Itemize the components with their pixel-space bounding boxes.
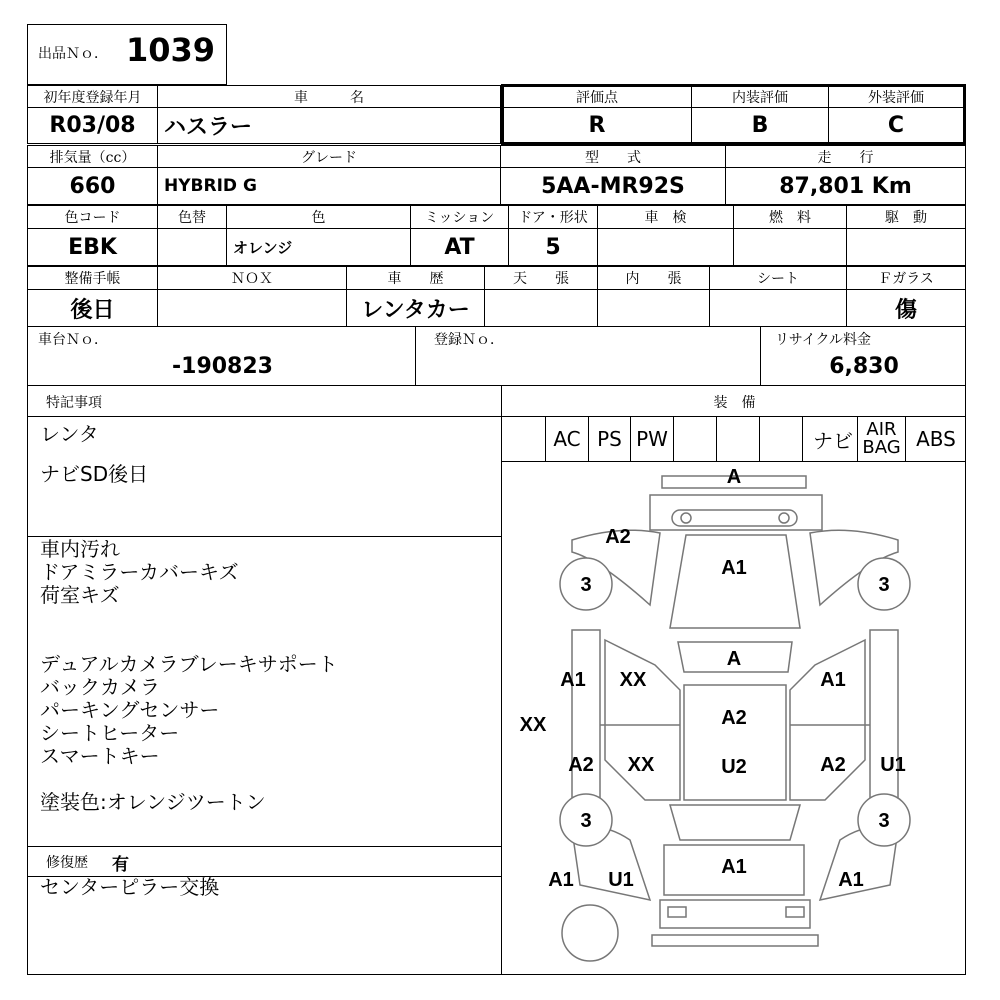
interior-score-value: B bbox=[692, 108, 829, 142]
front-glass-value: 傷 bbox=[846, 289, 966, 327]
score-label: 評価点 bbox=[503, 86, 692, 108]
grade-value: HYBRID G bbox=[157, 167, 501, 205]
mark-roof-front: A bbox=[726, 648, 742, 670]
note-smart-key: スマートキー bbox=[40, 744, 160, 768]
exterior-score-value: C bbox=[887, 112, 905, 138]
model-label: 型 式 bbox=[500, 145, 726, 168]
equipment-pw: PW bbox=[631, 417, 674, 461]
mark-right-outside: U1 bbox=[880, 754, 906, 776]
displacement-value: 660 bbox=[27, 167, 158, 205]
note-interior-dirt: 車内汚れ bbox=[40, 537, 120, 561]
grade-label: グレード bbox=[157, 145, 501, 168]
mark-roof-rear: U2 bbox=[721, 756, 747, 778]
equipment-abs: ABS bbox=[916, 427, 956, 451]
note-camera-brake: デュアルカメラブレーキサポート bbox=[40, 652, 338, 676]
mark-hatch: A1 bbox=[721, 856, 747, 878]
model-value: 5AA-MR92S bbox=[500, 167, 726, 205]
roof-outline bbox=[684, 685, 786, 800]
color-label: 色 bbox=[226, 205, 411, 229]
spare-tire-outline bbox=[562, 905, 618, 961]
notes-label: 特記事項 bbox=[46, 395, 102, 411]
note-mirror-scratch: ドアミラーカバーキズ bbox=[40, 560, 239, 584]
note-rental: レンタ bbox=[40, 422, 99, 446]
inspection-label: 車 検 bbox=[597, 205, 734, 229]
reg-date-value: R03/08 bbox=[27, 107, 158, 144]
mark-right-front-door: A1 bbox=[820, 669, 846, 691]
service-book-value: 後日 bbox=[27, 289, 158, 327]
rear-bumper-outline bbox=[660, 900, 810, 928]
service-book-label: 整備手帳 bbox=[27, 266, 158, 290]
seat-label: シート bbox=[709, 266, 847, 290]
interior-score-label: 内装評価 bbox=[692, 86, 829, 108]
mileage-value: 87,801 Km bbox=[725, 167, 966, 205]
color-value: オレンジ bbox=[226, 228, 411, 266]
nox-label: ＮＯＸ bbox=[157, 266, 347, 290]
front-right-lamp bbox=[779, 513, 789, 523]
color-code-label: 色コード bbox=[27, 205, 158, 229]
score-value: R bbox=[503, 108, 692, 142]
hood-outline bbox=[670, 535, 800, 628]
right-door-panel bbox=[790, 640, 865, 800]
roof-liner-label: 天 張 bbox=[484, 266, 598, 290]
rear-right-lamp bbox=[786, 907, 804, 917]
note-paint-color: 塗装色:オレンジツートン bbox=[40, 790, 266, 814]
color-code-value: EBK bbox=[27, 228, 158, 266]
mark-windshield-left: A2 bbox=[605, 526, 631, 548]
rear-left-lamp bbox=[668, 907, 686, 917]
equipment-airbag: AIR BAG bbox=[858, 417, 906, 461]
rear-glass-outline bbox=[670, 805, 800, 840]
repair-detail: センターピラー交換 bbox=[40, 875, 220, 899]
note-seat-heater: シートヒーター bbox=[40, 721, 180, 745]
history-label: 車 歴 bbox=[346, 266, 485, 290]
mark-front-left-tire: 3 bbox=[580, 574, 592, 596]
mission-value: AT bbox=[410, 228, 509, 266]
front-left-lamp bbox=[681, 513, 691, 523]
note-cargo-scratch: 荷室キズ bbox=[40, 583, 120, 607]
mark-rear-right-quarter: A1 bbox=[838, 869, 864, 891]
mark-left-outside: XX bbox=[519, 714, 547, 736]
fuel-label: 燃 料 bbox=[733, 205, 847, 229]
mark-left-rear-door: A2 bbox=[568, 754, 594, 776]
recycle-value: 6,830 bbox=[829, 353, 899, 379]
equipment-ac: AC bbox=[546, 417, 589, 461]
equipment-label: 装 備 bbox=[713, 395, 756, 411]
mark-front-bumper: A bbox=[726, 466, 742, 488]
note-navi: ナビSD後日 bbox=[40, 462, 149, 486]
registration-label: 登録Ｎｏ． bbox=[434, 332, 504, 348]
door-value: 5 bbox=[508, 228, 598, 266]
mark-right-rear-door: A2 bbox=[820, 754, 846, 776]
exterior-score-label: 外装評価 bbox=[829, 86, 963, 108]
front-glass-label: Ｆガラス bbox=[846, 266, 966, 290]
door-label: ドア・形状 bbox=[508, 205, 598, 229]
history-value: レンタカー bbox=[346, 289, 485, 327]
mark-rear-left-b: U1 bbox=[608, 869, 634, 891]
repair-value: 有 bbox=[112, 855, 129, 875]
equipment-navi: ナビ bbox=[803, 417, 858, 461]
repaint-label: 色替 bbox=[157, 205, 227, 229]
mark-rear-right-tire: 3 bbox=[878, 810, 890, 832]
lot-label: 出品Ｎｏ． bbox=[38, 46, 108, 62]
note-back-camera: バックカメラ bbox=[40, 675, 160, 699]
mark-front-right-tire: 3 bbox=[878, 574, 890, 596]
car-name-value: ハスラー bbox=[157, 107, 501, 144]
left-door-panel bbox=[605, 640, 680, 800]
mission-label: ミッション bbox=[410, 205, 509, 229]
chassis-value: -190823 bbox=[172, 353, 273, 379]
rear-step-outline bbox=[652, 935, 818, 946]
chassis-label: 車台Ｎｏ． bbox=[38, 332, 108, 348]
mark-roof: A2 bbox=[721, 707, 747, 729]
mark-hood: A1 bbox=[721, 557, 747, 579]
drive-label: 駆 動 bbox=[846, 205, 966, 229]
car-name-label: 車 名 bbox=[157, 85, 501, 108]
note-parking-sensor: パーキングセンサー bbox=[40, 698, 220, 722]
mark-rear-left-tire: 3 bbox=[580, 810, 592, 832]
mark-left-front-door-b: XX bbox=[619, 669, 647, 691]
mark-left-front-door: A1 bbox=[560, 669, 586, 691]
reg-date-label: 初年度登録年月 bbox=[27, 85, 158, 108]
mark-left-rear-door-b: XX bbox=[627, 754, 655, 776]
lot-number: 1039 bbox=[126, 31, 216, 69]
repair-label: 修復歴 bbox=[46, 855, 88, 871]
recycle-label: リサイクル料金 bbox=[775, 332, 872, 348]
displacement-label: 排気量（cc） bbox=[27, 145, 158, 168]
mileage-label: 走 行 bbox=[725, 145, 966, 168]
equipment-ps: PS bbox=[589, 417, 631, 461]
interior-trim-label: 内 張 bbox=[597, 266, 710, 290]
mark-rear-left-quarter: A1 bbox=[548, 869, 574, 891]
